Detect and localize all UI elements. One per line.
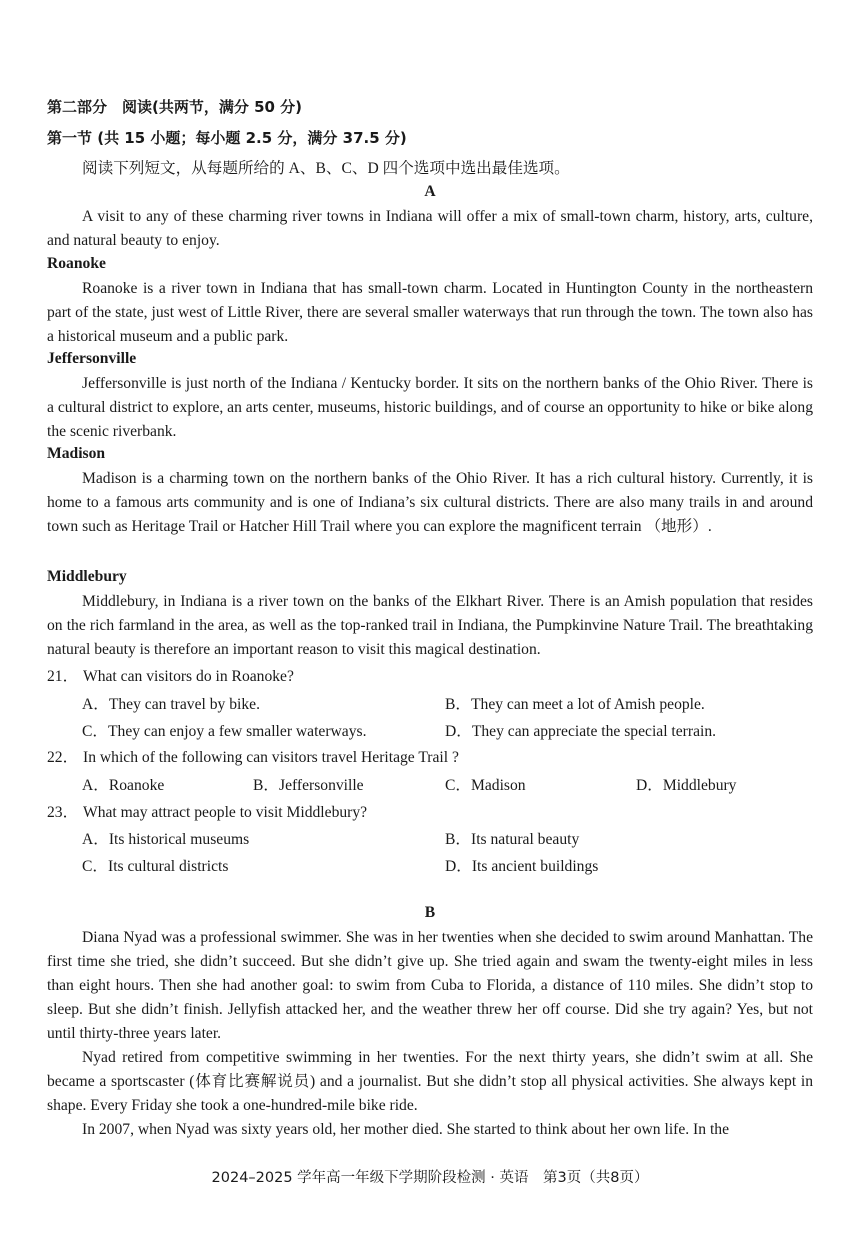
question-21 bbox=[47, 664, 294, 686]
question-stem: In which of the following can visitors travel Heritage Trail ? bbox=[83, 749, 459, 766]
option-21-d: D．They can appreciate the special terrain. bbox=[445, 723, 717, 740]
option-21-c: C．They can enjoy a few smaller waterways. bbox=[82, 723, 367, 740]
part-title: 第二部分 阅读(共两节，满分 50 分) bbox=[47, 98, 303, 116]
question-number: 23． bbox=[47, 804, 79, 821]
instruction: 阅读下列短文，从每题所给的 A、B、C、D 四个选项中选出最佳选项。 bbox=[82, 160, 570, 177]
option-23-a: A．Its historical museums bbox=[82, 831, 250, 848]
question-22 bbox=[47, 745, 459, 767]
town-heading-middlebury: Middlebury bbox=[47, 568, 127, 585]
option-21-a: A．They can travel by bike. bbox=[82, 696, 260, 713]
option-22-a: A．Roanoke bbox=[82, 777, 165, 794]
passage-a-letter: A bbox=[424, 183, 436, 200]
option-22-c: C．Madison bbox=[445, 777, 526, 794]
town-heading-madison: Madison bbox=[47, 445, 106, 462]
passage-b-paragraph-2: Nyad retired from competitive swimming in her twenties. For the next thirty years, she didn’t swim at all. She became a sportscaster (体育比赛解说员) and a journalist. But she didn’t stop all physical activities. She always kept in shape. Every Friday she took a one-hundred-mile bike ride. bbox=[47, 1049, 813, 1114]
passage-b-paragraph-1: Diana Nyad was a professional swimmer. She was in her twenties when she decided to swim around Manhattan. The first time she tried, she didn’t succeed. But she didn’t give up. She tried again and swam the twenty-eight miles in less than eight hours. Then she had another goal: to swim from Cuba to Florida, a distance of 110 miles. She didn’t stop to sleep. But she didn’t finish. Jellyfish attacked her, and the weather threw her off course. Did she try again? Yes, but not until thirty-three years later. bbox=[47, 929, 813, 1042]
option-23-c: C．Its cultural districts bbox=[82, 858, 229, 875]
passage-b-paragraph-3: In 2007, when Nyad was sixty years old, her mother died. She started to think about her own life. In the bbox=[82, 1121, 729, 1138]
question-23 bbox=[47, 800, 367, 822]
option-22-d: D．Middlebury bbox=[636, 777, 737, 794]
section-title: 第一节 (共 15 小题；每小题 2.5 分，满分 37.5 分) bbox=[47, 129, 407, 147]
town-text-jeffersonville: Jeffersonville is just north of the Indiana / Kentucky border. It sits on the northern banks of the Ohio River. There is a cultural district to explore, an arts center, museums, historic buildings, and of course an opportunity to hike or bike along the scenic riverbank. bbox=[47, 375, 813, 440]
town-heading-jeffersonville: Jeffersonville bbox=[47, 350, 137, 367]
option-23-d: D．Its ancient buildings bbox=[445, 858, 599, 875]
question-number: 21． bbox=[47, 668, 79, 685]
passage-b-letter: B bbox=[424, 904, 436, 921]
passage-a-intro: A visit to any of these charming river towns in Indiana will offer a mix of small-town charm, history, arts, culture, and natural beauty to enjoy. bbox=[47, 208, 813, 249]
question-number: 22． bbox=[47, 749, 79, 766]
page-footer: 2024–2025 学年高一年级下学期阶段检测 · 英语 第3页（共8页） bbox=[211, 1170, 649, 1186]
question-stem: What can visitors do in Roanoke? bbox=[83, 668, 294, 685]
option-22-b: B．Jeffersonville bbox=[253, 777, 364, 794]
town-text-madison: Madison is a charming town on the northern banks of the Ohio River. It has a rich cultural history. Currently, it is home to a famous arts community and is one of Indiana’s six cultural districts. There are also many trails in and around town such as Heritage Trail or Hatcher Hill Trail where you can explore the magnificent terrain （地形）. bbox=[47, 470, 813, 535]
question-stem: What may attract people to visit Middlebury? bbox=[83, 804, 368, 821]
option-21-b: B．They can meet a lot of Amish people. bbox=[445, 696, 705, 713]
town-heading-roanoke: Roanoke bbox=[47, 255, 106, 272]
option-23-b: B．Its natural beauty bbox=[445, 831, 580, 848]
town-text-middlebury: Middlebury, in Indiana is a river town on the banks of the Elkhart River. There is an Amish population that resides on the rich farmland in the area, as well as the top-ranked trail in Indiana, the Pumpkinvine Nature Trail. The breathtaking natural beauty is therefore an important reason to visit this magical destination. bbox=[47, 593, 813, 658]
town-text-roanoke: Roanoke is a river town in Indiana that has small-town charm. Located in Huntington County in the northeastern part of the state, just west of Little River, there are several smaller waterways that run through the town. The town also has a historical museum and a public park. bbox=[47, 280, 813, 345]
